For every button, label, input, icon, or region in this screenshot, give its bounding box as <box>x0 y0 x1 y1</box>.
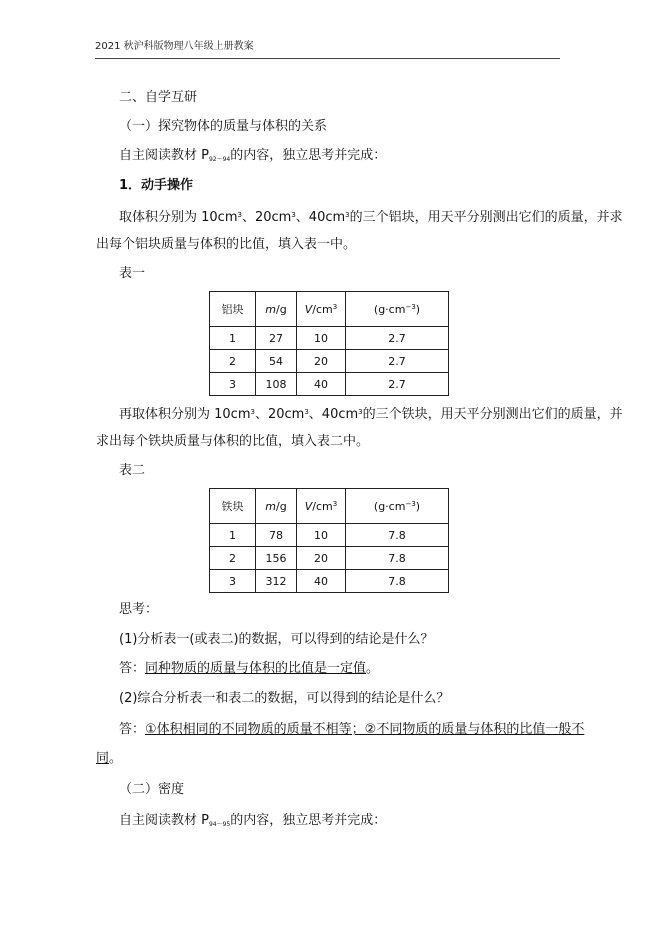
cell: 20 <box>297 350 346 373</box>
text-span: 、20cm <box>241 210 292 225</box>
text-span: 、20cm <box>254 407 305 422</box>
text-span: 、40cm <box>295 210 346 225</box>
page-range: 94～95 <box>208 821 231 828</box>
subsection-title-1: （一）探究物体的质量与体积的关系 <box>119 119 328 134</box>
answer-prefix: 答： <box>119 661 146 676</box>
answer-1 <box>119 660 379 678</box>
page-header: 2021 秋沪科版物理八年级上册教案 <box>95 40 560 59</box>
cell: 20 <box>297 547 346 570</box>
cell: 3 <box>210 373 256 396</box>
page-range: 92～94 <box>208 156 231 163</box>
cell: 108 <box>256 373 297 396</box>
header-cell: 铝块 <box>210 292 256 327</box>
superscript: 3 <box>250 408 255 416</box>
cell: 2.7 <box>346 327 449 350</box>
table-iron <box>209 488 449 593</box>
header-cell-mass: m/g <box>256 489 297 524</box>
table1-label: 表一 <box>119 266 146 281</box>
reading-post: 的内容，独立思考并完成： <box>230 148 387 163</box>
cell: 78 <box>256 524 297 547</box>
cell: 40 <box>297 373 346 396</box>
cell: 54 <box>256 350 297 373</box>
answer-suffix: 。 <box>366 661 380 676</box>
cell: 2 <box>210 350 256 373</box>
cell: 3 <box>210 570 256 593</box>
text-span: 的三个铝块，用天平分别测出它们的质量，并求 <box>349 210 623 225</box>
subsection-title-2: （二）密度 <box>119 782 185 797</box>
reading-instruction-1 <box>119 147 386 169</box>
paragraph-aluminum-line2: 出每个铝块质量与体积的比值，填入表一中。 <box>96 237 357 252</box>
answer-text: ①体积相同的不同物质的质量不相等；②不同物质的质量与体积的比值一般不 <box>145 722 585 737</box>
answer-text: 同 <box>96 751 110 766</box>
reading-pre: 自主阅读教材 P <box>119 813 209 828</box>
paragraph-iron-line1 <box>119 403 623 424</box>
table-row <box>210 373 449 396</box>
table-row <box>210 350 449 373</box>
superscript: 3 <box>304 408 309 416</box>
answer-2-line2 <box>96 750 122 768</box>
cell: 2.7 <box>346 373 449 396</box>
table-row <box>210 524 449 547</box>
table-row <box>210 327 449 350</box>
header-cell-ratio: $(g\cdot cm^{-3})$ <box>346 489 449 524</box>
step-heading: 1．动手操作 <box>119 178 194 193</box>
cell: 7.8 <box>346 570 449 593</box>
table-header-row <box>210 292 449 327</box>
answer-text: 同种物质的质量与体积的比值是一定值 <box>145 661 367 676</box>
table2-label: 表二 <box>119 463 146 478</box>
cell: 10 <box>297 327 346 350</box>
text-span: 、40cm <box>308 407 359 422</box>
text-span: 的三个铁块，用天平分别测出它们的质量，并 <box>362 407 623 422</box>
header-cell-mass: m/g <box>256 292 297 327</box>
reading-post: 的内容，独立思考并完成： <box>230 813 387 828</box>
superscript: 3 <box>358 408 363 416</box>
cell: 7.8 <box>346 547 449 570</box>
header-cell: 铁块 <box>210 489 256 524</box>
header-cell-volume: $V/cm^3$ <box>297 489 346 524</box>
cell: 156 <box>256 547 297 570</box>
text-span: 取体积分别为 10cm <box>119 210 238 225</box>
reading-pre: 自主阅读教材 P <box>119 148 209 163</box>
paragraph-aluminum-line1 <box>119 206 623 227</box>
cell: 312 <box>256 570 297 593</box>
section-title: 二、自学互研 <box>119 90 198 105</box>
cell: 2 <box>210 547 256 570</box>
table-row <box>210 570 449 593</box>
cell: 7.8 <box>346 524 449 547</box>
cell: 1 <box>210 524 256 547</box>
cell: 10 <box>297 524 346 547</box>
think-label: 思考： <box>119 602 159 617</box>
table-aluminum <box>209 291 449 396</box>
superscript: 3 <box>345 211 350 219</box>
text-span: 再取体积分别为 10cm <box>119 407 251 422</box>
superscript: 3 <box>291 211 296 219</box>
cell: 27 <box>256 327 297 350</box>
question-2: (2)综合分析表一和表二的数据，可以得到的结论是什么？ <box>119 691 450 706</box>
paragraph-iron-line2: 求出每个铁块质量与体积的比值，填入表二中。 <box>96 434 370 449</box>
question-1: (1)分析表一(或表二)的数据，可以得到的结论是什么？ <box>119 632 434 647</box>
reading-instruction-2 <box>119 812 386 834</box>
superscript: 3 <box>237 211 242 219</box>
answer-suffix: 。 <box>109 751 123 766</box>
header-cell-ratio: $(g\cdot cm^{-3})$ <box>346 292 449 327</box>
cell: 40 <box>297 570 346 593</box>
table-header-row <box>210 489 449 524</box>
answer-2-line1 <box>119 721 584 739</box>
header-cell-volume: $V/cm^3$ <box>297 292 346 327</box>
answer-prefix: 答： <box>119 722 146 737</box>
cell: 1 <box>210 327 256 350</box>
table-row <box>210 547 449 570</box>
cell: 2.7 <box>346 350 449 373</box>
